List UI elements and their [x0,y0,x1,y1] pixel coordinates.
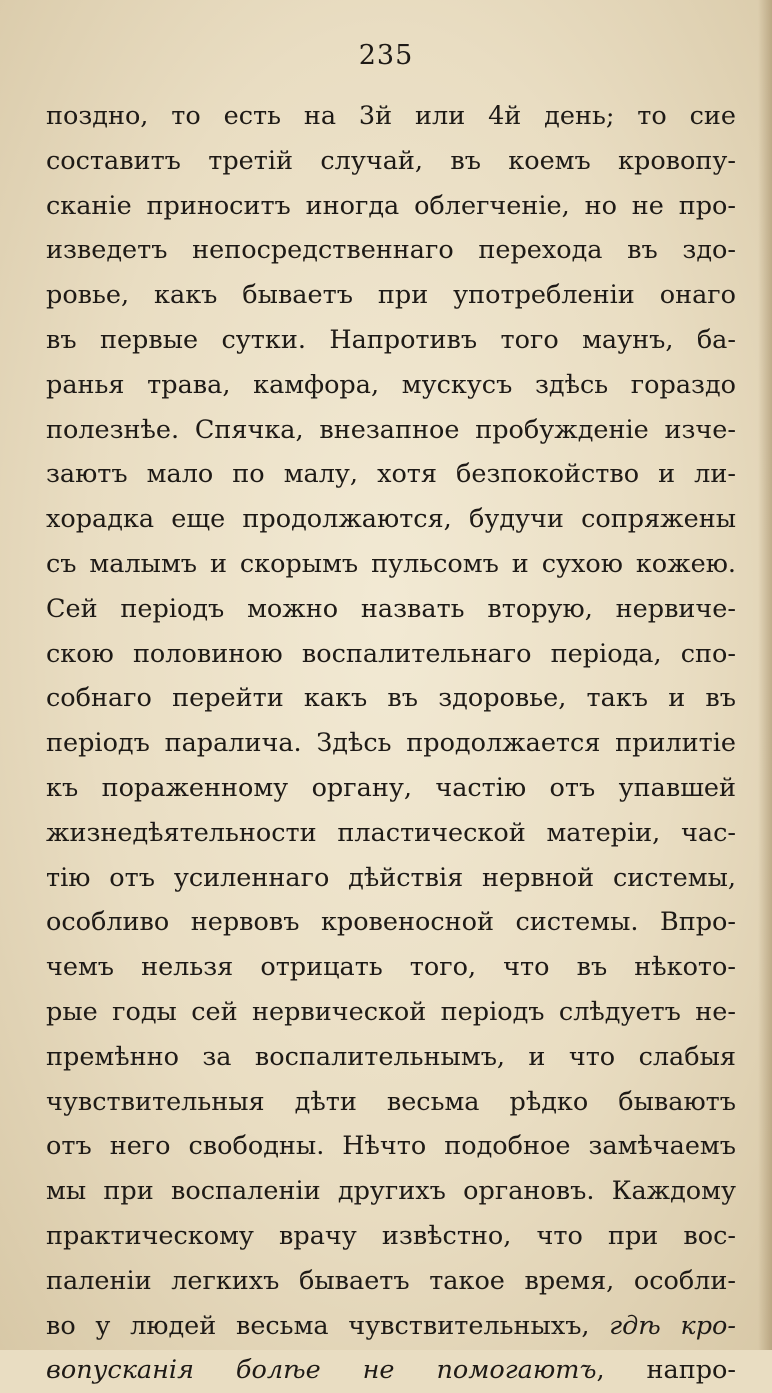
text-line: особливо нервовъ кровеносной системы. Впро- [46,907,736,938]
page-number: 235 [358,40,414,71]
text-line: во у людей весьма чувствительныхъ, гдѣ кро- [46,1310,736,1341]
text-line: Сей періодъ можно назвать вторую, нервиче- [46,593,736,624]
text-line: къ пораженному органу, частію отъ упавшей [46,772,736,803]
text-line: отъ него свободны. Нѣчто подобное замѣчаемъ [46,1131,736,1162]
body-text [46,94,736,1393]
text-line: съ малымъ и скорымъ пульсомъ и сухою кожею. [46,548,736,579]
text-line: сканіе приноситъ иногда облегченіе, но не про- [46,190,736,221]
text-line: мы при воспаленіи другихъ органовъ. Каждому [46,1176,736,1207]
text-line: періодъ паралича. Здѣсь продолжается прилитіе [46,728,736,759]
text-line: поздно, то есть на 3й или 4й день; то сие [46,101,736,131]
text-line: полезнѣе. Спячка, внезапное пробужденіе изче- [46,414,736,445]
italic-phrase: гдѣ кро- [609,1310,736,1341]
text-line: вопусканія болѣе не помогаютъ, напро- [46,1355,736,1386]
text-line: практическому врачу извѣстно, что при вос- [46,1220,736,1251]
text-line: составитъ третій случай, въ коемъ кровопу- [46,145,736,176]
text-line: премѣнно за воспалительнымъ, и что слабыя [46,1041,736,1072]
text-line: тію отъ усиленнаго дѣйствія нервной системы, [46,862,736,893]
text-line: хорадка еще продолжаются, будучи сопряжены [46,504,736,535]
text-line: въ первые сутки. Напротивъ того маунъ, ба- [46,324,736,355]
text-line: заютъ мало по малу, хотя безпокойство и ли- [46,459,736,490]
italic-phrase: вопусканія болѣе не помогаютъ [46,1355,597,1386]
text-line: жизнедѣятельности пластической матеріи, час- [46,817,736,848]
text-line: рые годы сей нервической періодъ слѣдуетъ не- [46,996,736,1027]
text-line: изведетъ непосредственнаго перехода въ здо- [46,235,736,266]
text-line: собнаго перейти какъ въ здоровье, такъ и въ [46,683,736,714]
text-line: чемъ нельзя отрицать того, что въ нѣкото- [46,952,736,983]
page-edge-shadow [758,0,772,1350]
text-line: ровье, какъ бываетъ при употребленіи онаго [46,280,736,311]
text-line: чувствительныя дѣти весьма рѣдко бываютъ [46,1086,736,1117]
text-line: паленіи легкихъ бываетъ такое время, особли- [46,1265,736,1296]
text-line: скою половиною воспалительнаго періода, спо- [46,638,736,669]
text-line: ранья трава, камфора, мускусъ здѣсь гораздо [46,369,736,400]
